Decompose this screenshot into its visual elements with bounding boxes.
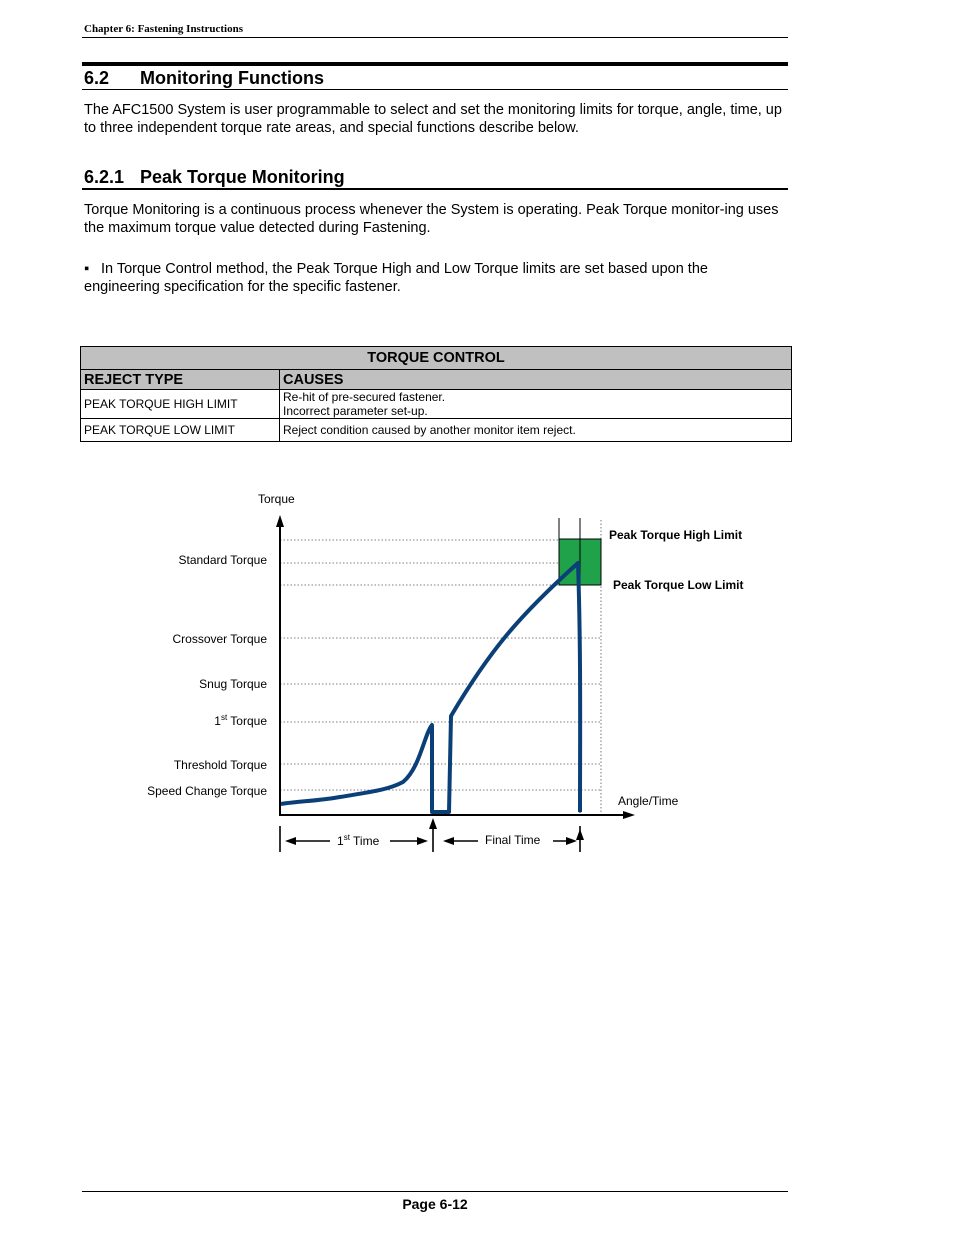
peak-low-limit-label: Peak Torque Low Limit (613, 578, 744, 592)
running-header: Chapter 6: Fastening Instructions (84, 23, 244, 35)
causes-cell (280, 390, 792, 419)
subsection-body: Torque Monitoring is a continuous process whenever the System is operating. Peak Torque monitor-ing uses the maximum torque value detected during Fastening. (84, 202, 779, 236)
bullet-icon: ▪ (84, 261, 90, 277)
torque-level-gridlines (280, 520, 602, 814)
column-header-causes: CAUSES (280, 370, 792, 390)
standard-torque-label: Standard Torque (178, 553, 267, 567)
section-rule-top (82, 62, 788, 66)
causes-cell: Reject condition caused by another monitor item reject. (280, 419, 792, 442)
bullet-text: In Torque Control method, the Peak Torque High and Low Torque limits are set based upon the engineering specification for the specific fastener. (84, 261, 708, 295)
table-row (81, 419, 792, 442)
section-intro: The AFC1500 System is user programmable to select and set the monitoring limits for torque, angle, time, up to three independent torque rate areas, and special functions describe below. (84, 102, 782, 136)
x-axis-arrow (623, 811, 635, 819)
peak-high-limit-label: Peak Torque High Limit (609, 528, 743, 542)
cause-line: Incorrect parameter set-up. (283, 404, 428, 418)
section-rule-bottom (82, 89, 788, 90)
bullet-item (84, 260, 784, 296)
threshold-torque-label: Threshold Torque (173, 758, 267, 772)
cause-line: Re-hit of pre-secured fastener. (283, 390, 446, 404)
first-torque-label: 1st Torque (214, 713, 267, 728)
torque-curve (281, 563, 580, 812)
first-time-label: 1st Time (337, 833, 380, 848)
section-title: Monitoring Functions (140, 68, 324, 88)
reject-table (80, 346, 792, 442)
section-heading (84, 68, 324, 89)
y-axis-arrow (276, 515, 284, 527)
subsection-rule (82, 188, 788, 190)
reject-type-cell: PEAK TORQUE HIGH LIMIT (81, 390, 280, 419)
snug-torque-label: Snug Torque (199, 677, 267, 691)
subsection-heading (84, 167, 345, 188)
subsection-number: 6.2.1 (84, 167, 125, 187)
table-title: TORQUE CONTROL (81, 347, 792, 370)
peak-torque-diagram (0, 480, 954, 860)
page-number: Page 6-12 (402, 1196, 468, 1212)
reject-type-cell: PEAK TORQUE LOW LIMIT (81, 419, 280, 442)
table-row (81, 390, 792, 419)
subsection-title: Peak Torque Monitoring (140, 167, 345, 187)
section-number: 6.2 (84, 68, 110, 88)
crossover-torque-label: Crossover Torque (172, 632, 267, 646)
x-axis-label: Angle/Time (618, 794, 679, 808)
column-header-reject-type: REJECT TYPE (81, 370, 280, 390)
speed-change-torque-label: Speed Change Torque (147, 784, 267, 798)
footer-rule (82, 1191, 788, 1192)
final-time-label: Final Time (485, 833, 541, 847)
y-axis-label: Torque (258, 492, 295, 506)
header-rule (82, 37, 788, 38)
